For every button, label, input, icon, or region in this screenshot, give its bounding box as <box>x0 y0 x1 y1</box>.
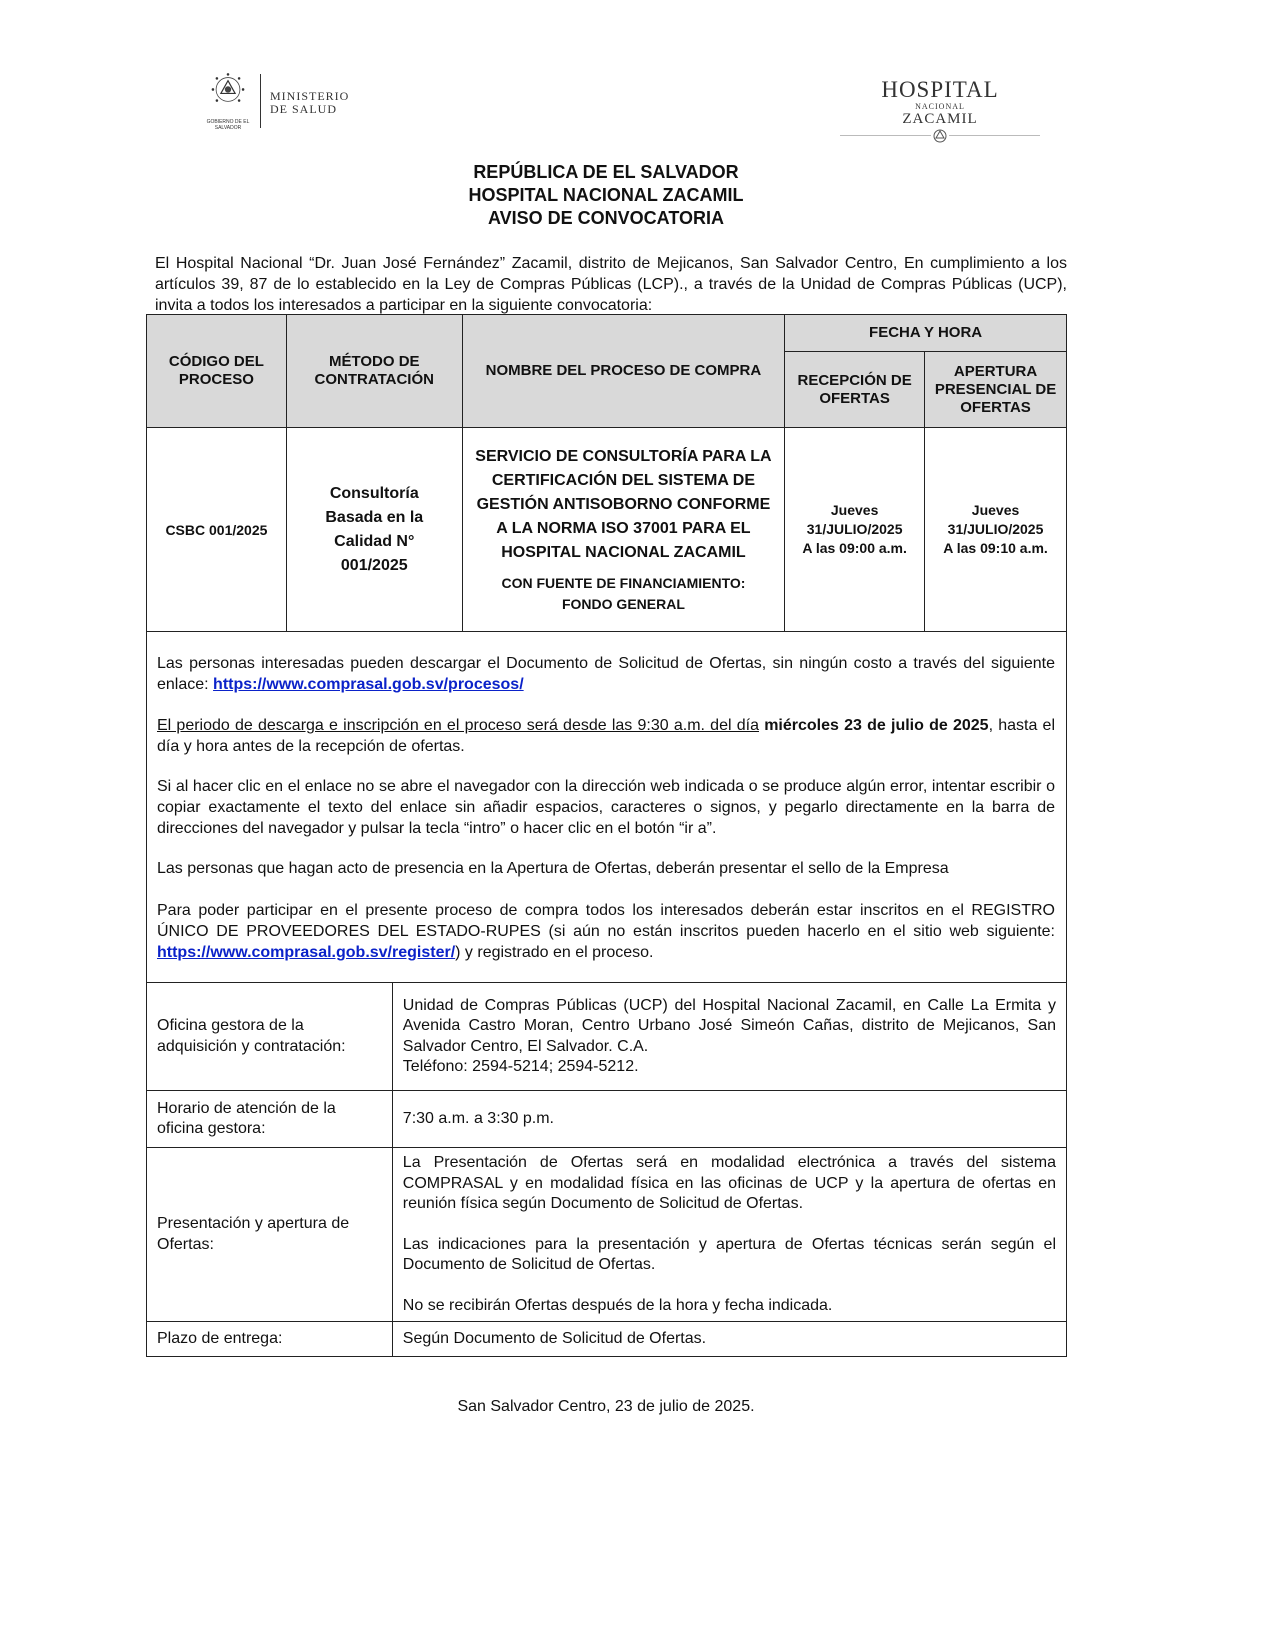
ministry-name <box>270 90 349 116</box>
presence-paragraph: Las personas que hagan acto de presencia en la Apertura de Ofertas, deberán presentar el sello de la Empresa <box>157 860 949 877</box>
office-address: Unidad de Compras Públicas (UCP) del Hospital Nacional Zacamil, en Calle La Ermita y Avenida Castro Moran, Centro Urbano José Simeón Cañas, distrito de Mejicanos, San Salvador Centro, El Salvador. C.A. <box>402 996 1056 1055</box>
period-date: miércoles 23 de julio de 2025 <box>764 717 989 734</box>
table-row <box>147 428 1067 632</box>
header-nombre: NOMBRE DEL PROCESO DE COMPRA <box>462 315 784 428</box>
submission-text-3: No se recibirán Ofertas después de la hora y fecha indicada. <box>402 1296 833 1314</box>
header-fecha-hora: FECHA Y HORA <box>785 315 1067 352</box>
ministry-line1: MINISTERIO <box>270 89 350 103</box>
detail-label-delivery: Plazo de entrega: <box>147 1322 393 1357</box>
ministry-line2: DE SALUD <box>270 102 337 116</box>
process-name: SERVICIO DE CONSULTORÍA PARA LA CERTIFICACIÓN DEL SISTEMA DE GESTIÓN ANTISOBORNO CONFORME A LA NORMA ISO 37001 PARA EL HOSPITAL NACIONAL ZACAMIL <box>475 447 772 561</box>
closing-date: San Salvador Centro, 23 de julio de 2025. <box>457 1398 755 1415</box>
process-table <box>146 314 1067 632</box>
funding-source: CON FUENTE DE FINANCIAMIENTO: FONDO GENERAL <box>501 574 746 612</box>
cell-codigo: CSBC 001/2025 <box>147 428 287 632</box>
header-recepcion: RECEPCIÓN DE OFERTAS <box>785 352 925 428</box>
government-label: GOBIERNO DE EL SALVADOR <box>206 119 250 131</box>
hospital-logo-line2: NACIONAL <box>915 102 965 111</box>
cell-recepcion <box>785 428 925 632</box>
cell-metodo: Consultoría Basada en la Calidad N° 001/2025 <box>286 428 462 632</box>
apertura-time: A las 09:10 a.m. <box>943 540 1048 556</box>
table-row <box>147 1091 1067 1148</box>
table-row <box>147 1148 1067 1322</box>
registration-text: Para poder participar en el presente proceso de compra todos los interesados deberán estar inscritos en el REGISTRO ÚNICO DE PROVEEDORES DEL ESTADO-RUPES (si aún no están inscritos pueden hacerlo en el sitio web siguiente: <box>157 902 1055 940</box>
office-phone: Teléfono: 2594-5214; 2594-5212. <box>402 1058 639 1075</box>
hospital-logo <box>840 78 1040 150</box>
table-row <box>147 1322 1067 1357</box>
hospital-logo-line3: ZACAMIL <box>902 111 978 127</box>
intro-paragraph: El Hospital Nacional “Dr. Juan José Fernández” Zacamil, distrito de Mejicanos, San Salvador Centro, En cumplimiento a los artículos 39, 87 de lo establecido en la Ley de Compras Públicas (LCP)., a través de la Unidad de Compras Públicas (UCP), invita a todos los interesados a participar en la siguiente convocatoria: <box>155 255 1067 314</box>
header-country: REPÚBLICA DE EL SALVADOR <box>473 162 739 182</box>
details-table <box>146 982 1067 1357</box>
period-rest: , hasta el día y hora antes de la recepción de ofertas. <box>157 717 1056 755</box>
info-box <box>146 631 1067 983</box>
recepcion-date: 31/JULIO/2025 <box>806 521 903 537</box>
table-row <box>147 983 1067 1091</box>
detail-label-hours: Horario de atención de la oficina gestora: <box>147 1091 393 1148</box>
recepcion-time: A las 09:00 a.m. <box>802 540 907 556</box>
submission-text-1: La Presentación de Ofertas será en modalidad electrónica a través del sistema COMPRASAL y en modalidad física en las oficinas de UCP y la apertura de ofertas en reunión física según Documento de Solicitud de Ofertas. <box>402 1154 1056 1212</box>
apertura-date: 31/JULIO/2025 <box>947 521 1044 537</box>
logo-divider <box>260 74 261 128</box>
register-link[interactable]: https://www.comprasal.gob.sv/register/ <box>157 944 456 961</box>
detail-value-submission <box>392 1148 1066 1322</box>
header-apertura: APERTURA PRESENCIAL DE OFERTAS <box>925 352 1067 428</box>
hospital-logo-line1: HOSPITAL <box>881 77 999 102</box>
submission-text-2: Las indicaciones para la presentación y apertura de Ofertas técnicas serán según el Documento de Solicitud de Ofertas. <box>402 1235 1056 1273</box>
header-metodo: MÉTODO DE CONTRATACIÓN <box>286 315 462 428</box>
download-text: Las personas interesadas pueden descargar el Documento de Solicitud de Ofertas, sin ningún costo a través del siguiente enlace: <box>157 655 1055 693</box>
period-paragraph <box>157 715 1055 757</box>
registration-rest: ) y registrado en el proceso. <box>455 944 654 961</box>
apertura-day: Jueves <box>971 502 1020 518</box>
procesos-link[interactable]: https://www.comprasal.gob.sv/procesos/ <box>213 676 524 693</box>
detail-value-hours: 7:30 a.m. a 3:30 p.m. <box>392 1091 1066 1148</box>
period-underlined: El periodo de descarga e inscripción en el proceso será desde las 9:30 a.m. del día <box>157 717 759 734</box>
el-salvador-seal-icon <box>204 72 252 118</box>
cell-apertura <box>925 428 1067 632</box>
header-codigo: CÓDIGO DEL PROCESO <box>147 315 287 428</box>
registration-paragraph <box>157 900 1055 963</box>
cell-nombre <box>462 428 784 632</box>
ministry-logo <box>204 72 374 132</box>
recepcion-day: Jueves <box>830 502 879 518</box>
hospital-emblem-icon <box>931 127 949 145</box>
instructions-paragraph: Si al hacer clic en el enlace no se abre el navegador con la dirección web indicada o se produce algún error, intentar escribir o copiar exactamente el texto del enlace sin añadir espacios, caracteres o signos, y pegarlo directamente en la barra de direcciones del navegador y pulsar la tecla “intro” o hacer clic en el botón “ir a”. <box>157 778 1055 837</box>
detail-value-office <box>392 983 1066 1091</box>
detail-label-office: Oficina gestora de la adquisición y contratación: <box>147 983 393 1091</box>
detail-label-submission: Presentación y apertura de Ofertas: <box>147 1148 393 1322</box>
detail-value-delivery: Según Documento de Solicitud de Ofertas. <box>392 1322 1066 1357</box>
download-paragraph <box>157 653 1055 695</box>
header-hospital: HOSPITAL NACIONAL ZACAMIL <box>468 185 744 205</box>
page-title: AVISO DE CONVOCATORIA <box>487 208 725 228</box>
